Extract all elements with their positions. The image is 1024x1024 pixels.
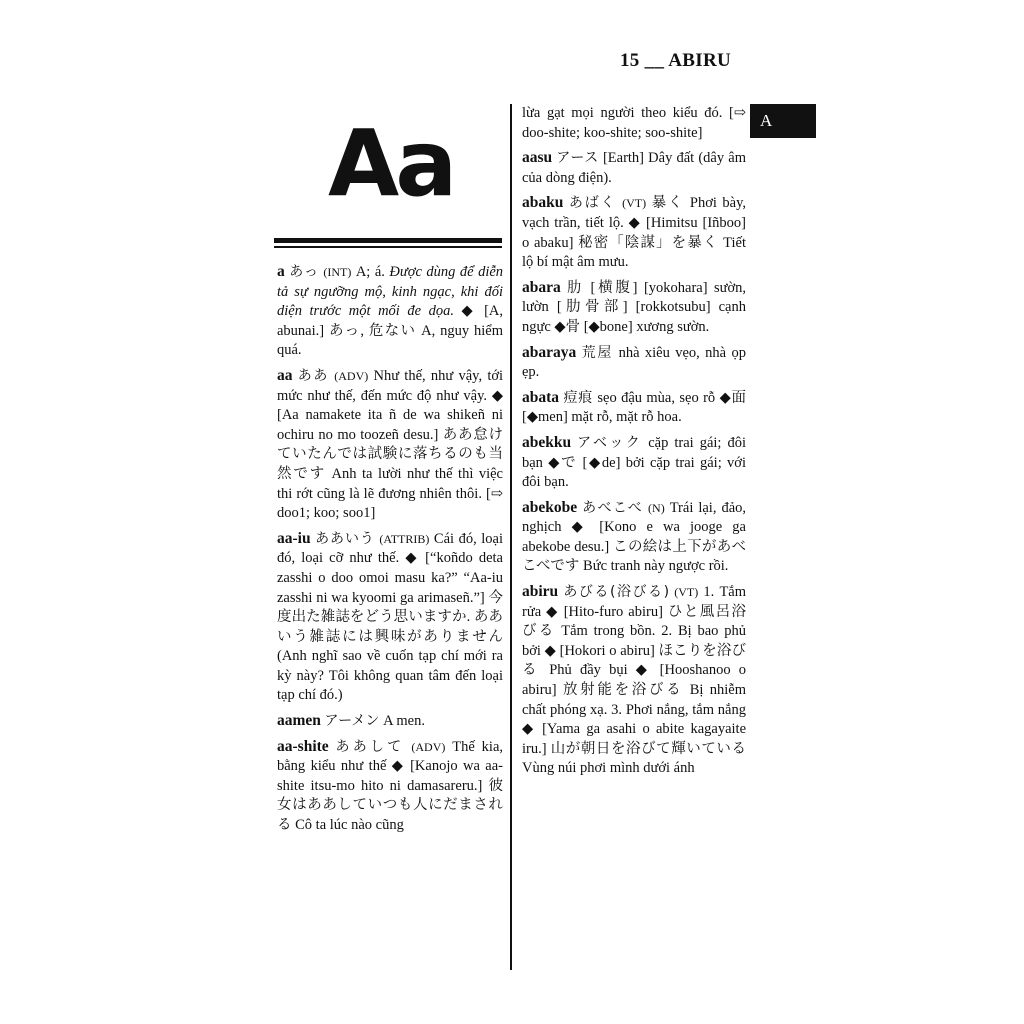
part-of-speech: (VT) xyxy=(674,585,699,600)
definition: Thế kia, bằng kiểu như thế ◆ [Kanojo wa aa-shite itsu-mo hito ni damasareru.] 彼女はああしていつも人にだまされる Cô ta lúc nào cũng xyxy=(277,738,504,834)
headword: aamen xyxy=(277,712,321,730)
japanese-form: あべこべ xyxy=(582,499,644,516)
definition: Cái đó, loại đó, loại cỡ như thế. ◆ [“koñdo deta zasshi o doo omoi masu ka?” “Aa-iu zasshi ni wa kyoomi ga arimaseñ.”] 今度出た雑誌をどう思いますか. ああいう雑誌には興味がありません (Anh nghĩ sao về cuốn tạp chí mới ra kỳ này? Tôi không quan tâm đến loại tạp chí đó.) xyxy=(277,530,504,704)
definition: cặp trai gái; đôi bạn ◆で [◆de] bởi cặp trai gái; với đôi bạn. xyxy=(522,434,747,491)
entry-abaku xyxy=(522,193,746,272)
definition: Như thế, như vậy, tới mức như thế, đến mức độ như vậy. ◆ [Aa namakete ita ñ de wa shikeñ ni ochiru no mo toozeñ desu.] ああ怠けていたんでは試験に落ちるのも当然です Anh ta lười như thế thì việc thi rớt cũng là lẽ đương nhiên thôi. [⇨ doo1; koo; soo1] xyxy=(277,367,504,522)
entry-aa-shite xyxy=(277,737,503,836)
definition: Trái lại, đảo, nghịch ◆ [Kono e wa jooge ga abekobe desu.] この絵は上下があべこべです Bức tranh này ngược rồi. xyxy=(522,499,747,575)
japanese-form: アース xyxy=(556,150,599,167)
section-letter: Aa xyxy=(328,110,454,217)
part-of-speech: (ADV) xyxy=(411,739,446,754)
part-of-speech: (ADV) xyxy=(334,368,369,383)
headword: abaraya xyxy=(522,343,577,361)
definition: A; á. xyxy=(355,264,385,280)
definition: [Earth] Dây đất (dây âm của dòng điện). xyxy=(522,150,746,186)
definition: nhà xiêu vẹo, nhà ọp ẹp. xyxy=(522,344,747,381)
entry-aa xyxy=(277,366,503,524)
japanese-form: ああして xyxy=(335,738,405,755)
japanese-form: 肋 xyxy=(567,279,584,296)
definition: 暴く Phơi bày, vạch trần, tiết lộ. ◆ [Himitsu [Iñboo] o abaku] 秘密「陰謀」を暴く Tiết lộ bí mật âm mưu. xyxy=(522,195,747,271)
part-of-speech: (VT) xyxy=(622,196,647,211)
japanese-form: ああ xyxy=(297,367,329,384)
thumb-index-tab: A xyxy=(750,104,816,138)
japanese-form: ああいう xyxy=(315,530,375,547)
definition: [横腹] [yokohara] sườn, lườn [肋骨部] [rokkotsubu] cạnh ngực ◆骨 [◆bone] xương sườn. xyxy=(522,279,747,335)
entry-abara xyxy=(522,278,746,338)
entry-abata xyxy=(522,388,746,428)
headword: aa-shite xyxy=(277,737,329,755)
definition: A men. xyxy=(383,713,425,730)
headword: aa xyxy=(277,366,293,384)
section-rule-thin xyxy=(274,246,502,248)
headword: abara xyxy=(522,278,561,296)
japanese-form: あばく xyxy=(568,195,617,212)
entry-abiru xyxy=(522,582,746,779)
headword: abata xyxy=(522,388,560,406)
headword: aasu xyxy=(522,149,553,167)
section-rule xyxy=(274,238,502,243)
japanese-form: あっ xyxy=(289,264,319,280)
entry-a xyxy=(277,262,503,361)
japanese-form: 荒屋 xyxy=(581,344,614,361)
part-of-speech: (ATTRIB) xyxy=(379,531,430,546)
headword: abekku xyxy=(522,433,572,451)
japanese-form: あびる(浴びる) xyxy=(563,584,670,601)
right-column xyxy=(522,104,746,784)
entry-aasu xyxy=(522,148,746,188)
entry-aa-iu xyxy=(277,529,503,706)
japanese-form: 痘痕 xyxy=(563,389,593,406)
definition: 1. Tắm rửa ◆ [Hito-furo abiru] ひと風呂浴びる Tắm trong bồn. 2. Bị bao phủ bởi ◆ [Hokori o abiru] ほこりを浴びる Phủ đầy bụi ◆ [Hooshanoo o abiru] 放射能を浴びる Bị nhiễm chất phóng xạ. 3. Phơi nắng, tắm nắng ◆ [Yama ga asahi o abite kagayaite iru.] 山が朝日を浴びて輝いている Vùng núi phơi mình dưới ánh xyxy=(522,584,747,777)
headword: a xyxy=(277,263,285,280)
continued-text: lừa gạt mọi người theo kiểu đó. [⇨ doo-shite; koo-shite; soo-shite] xyxy=(522,105,746,141)
running-header: 15 __ ABIRU xyxy=(620,50,731,71)
entry-abekobe xyxy=(522,498,746,577)
part-of-speech: (INT) xyxy=(323,265,352,279)
column-divider xyxy=(510,104,512,970)
entry-abaraya xyxy=(522,343,746,383)
headword: abaku xyxy=(522,194,564,212)
headword: abiru xyxy=(522,583,559,601)
japanese-form: アーメン xyxy=(324,713,380,730)
left-column xyxy=(277,262,503,841)
usage-note: Được dùng để diễn tả sự ngưỡng mộ, kinh ngạc, khi đối diện trước một mối đe dọa. xyxy=(277,264,504,320)
headword: abekobe xyxy=(522,498,578,516)
japanese-form: アベック xyxy=(577,434,643,451)
headword: aa-iu xyxy=(277,529,311,547)
definition: sẹo đậu mùa, sẹo rỗ ◆面 [◆men] mặt rỗ, mặt rỗ hoa. xyxy=(522,389,746,426)
part-of-speech: (N) xyxy=(648,500,665,515)
example: ◆ [A, abunai.] あっ, 危ない A, nguy hiểm quá. xyxy=(277,303,504,359)
entry-aamen xyxy=(277,711,503,732)
entry-abekku xyxy=(522,433,746,493)
